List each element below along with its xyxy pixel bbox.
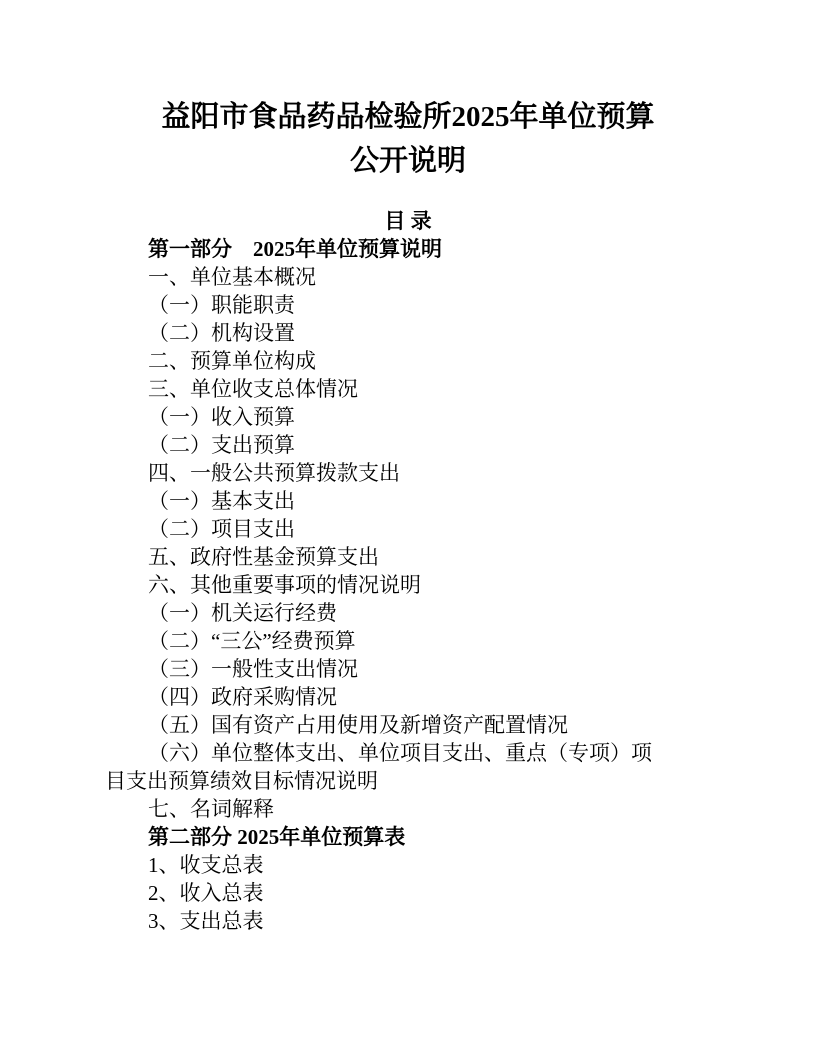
document-title — [105, 95, 711, 183]
toc-line: （五）国有资产占用使用及新增资产配置情况 — [148, 713, 568, 737]
toc-line: （四）政府采购情况 — [148, 685, 337, 709]
toc-list — [105, 235, 711, 935]
toc-line: （一）收入预算 — [148, 405, 295, 429]
toc-line: 第一部分 2025年单位预算说明 — [148, 237, 442, 261]
toc-line: （二）项目支出 — [148, 517, 295, 541]
toc-line: （一）基本支出 — [148, 489, 295, 513]
document-title-line1: 益阳市食品药品检验所2025年单位预算 — [161, 101, 655, 133]
toc-line: 目支出预算绩效目标情况说明 — [105, 769, 378, 793]
toc-line: 六、其他重要事项的情况说明 — [148, 573, 421, 597]
toc-line: 3、支出总表 — [148, 909, 264, 933]
toc-line: 2、收入总表 — [148, 881, 264, 905]
toc-line: 1、收支总表 — [148, 853, 264, 877]
toc-line: 七、名词解释 — [148, 797, 274, 821]
toc-line: （二）机构设置 — [148, 321, 295, 345]
toc-line: （三）一般性支出情况 — [148, 657, 358, 681]
toc-line: 第二部分 2025年单位预算表 — [148, 825, 406, 849]
toc-line: （一）职能职责 — [148, 293, 295, 317]
toc-line: （六）单位整体支出、单位项目支出、重点（专项）项 — [148, 741, 652, 765]
toc-line: 二、预算单位构成 — [148, 349, 316, 373]
toc-line: 五、政府性基金预算支出 — [148, 545, 379, 569]
toc-line: （二）支出预算 — [148, 433, 295, 457]
document-title-line2: 公开说明 — [349, 145, 466, 177]
toc-line: （一）机关运行经费 — [148, 601, 337, 625]
toc-line: （二）“三公”经费预算 — [148, 629, 356, 653]
toc-line: 四、一般公共预算拨款支出 — [148, 461, 400, 485]
toc-line: 三、单位收支总体情况 — [148, 377, 358, 401]
toc-heading: 目 录 — [384, 209, 432, 233]
toc-line: 一、单位基本概况 — [148, 265, 316, 289]
